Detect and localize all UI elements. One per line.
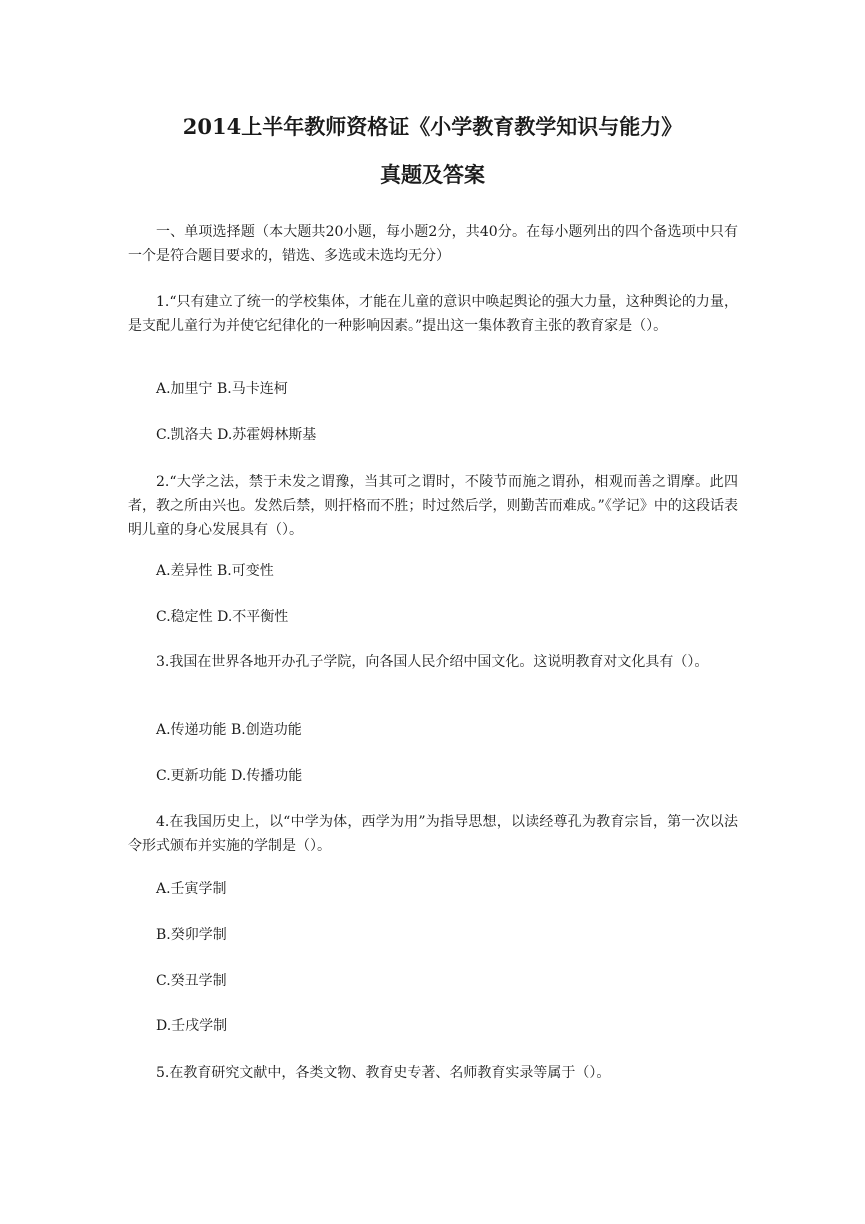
question-1-options-ab: A.加里宁 B.马卡连柯 xyxy=(156,381,288,397)
question-2-options-cd: C.稳定性 D.不平衡性 xyxy=(156,609,289,625)
question-2-options-ab: A.差异性 B.可变性 xyxy=(156,563,274,579)
question-3-options-ab: A.传递功能 B.创造功能 xyxy=(156,722,302,738)
question-3-options-cd: C.更新功能 D.传播功能 xyxy=(156,768,303,784)
question-2-stem: 2.“大学之法，禁于未发之谓豫，当其可之谓时，不陵节而施之谓孙，相观而善之谓摩。此四者，教之所由兴也。发然后禁，则扞格而不胜；时过然后学，则勤苦而难成。”《学记》中的这段话表明儿童的身心发展具有（）。 xyxy=(128,474,738,538)
question-3-stem: 3.我国在世界各地开办孔子学院，向各国人民介绍中国文化。这说明教育对文化具有（）。 xyxy=(156,654,709,670)
document-subtitle: 真题及答案 xyxy=(380,162,485,187)
question-4-option-a: A.壬寅学制 xyxy=(156,881,227,897)
question-4-option-d: D.壬戌学制 xyxy=(156,1018,228,1034)
question-4-option-b: B.癸卯学制 xyxy=(156,927,227,943)
question-1-options-cd: C.凯洛夫 D.苏霍姆林斯基 xyxy=(156,427,317,443)
document-title: 2014上半年教师资格证《小学教育教学知识与能力》 xyxy=(182,114,683,139)
question-4-option-c: C.癸丑学制 xyxy=(156,973,227,989)
question-1-stem: 1.“只有建立了统一的学校集体，才能在儿童的意识中唤起舆论的强大力量，这种舆论的力量，是支配儿童行为并使它纪律化的一种影响因素。”提出这一集体教育主张的教育家是（）。 xyxy=(128,294,738,334)
question-5-stem: 5.在教育研究文献中，各类文物、教育史专著、名师教育实录等属于（）。 xyxy=(156,1065,611,1081)
question-4-stem: 4.在我国历史上，以“中学为体，西学为用”为指导思想，以读经尊孔为教育宗旨，第一次以法令形式颁布并实施的学制是（）。 xyxy=(128,814,738,854)
section-instructions: 一、单项选择题（本大题共20小题，每小题2分，共40分。在每小题列出的四个备选项中只有一个是符合题目要求的，错选、多选或未选均无分） xyxy=(128,224,738,264)
